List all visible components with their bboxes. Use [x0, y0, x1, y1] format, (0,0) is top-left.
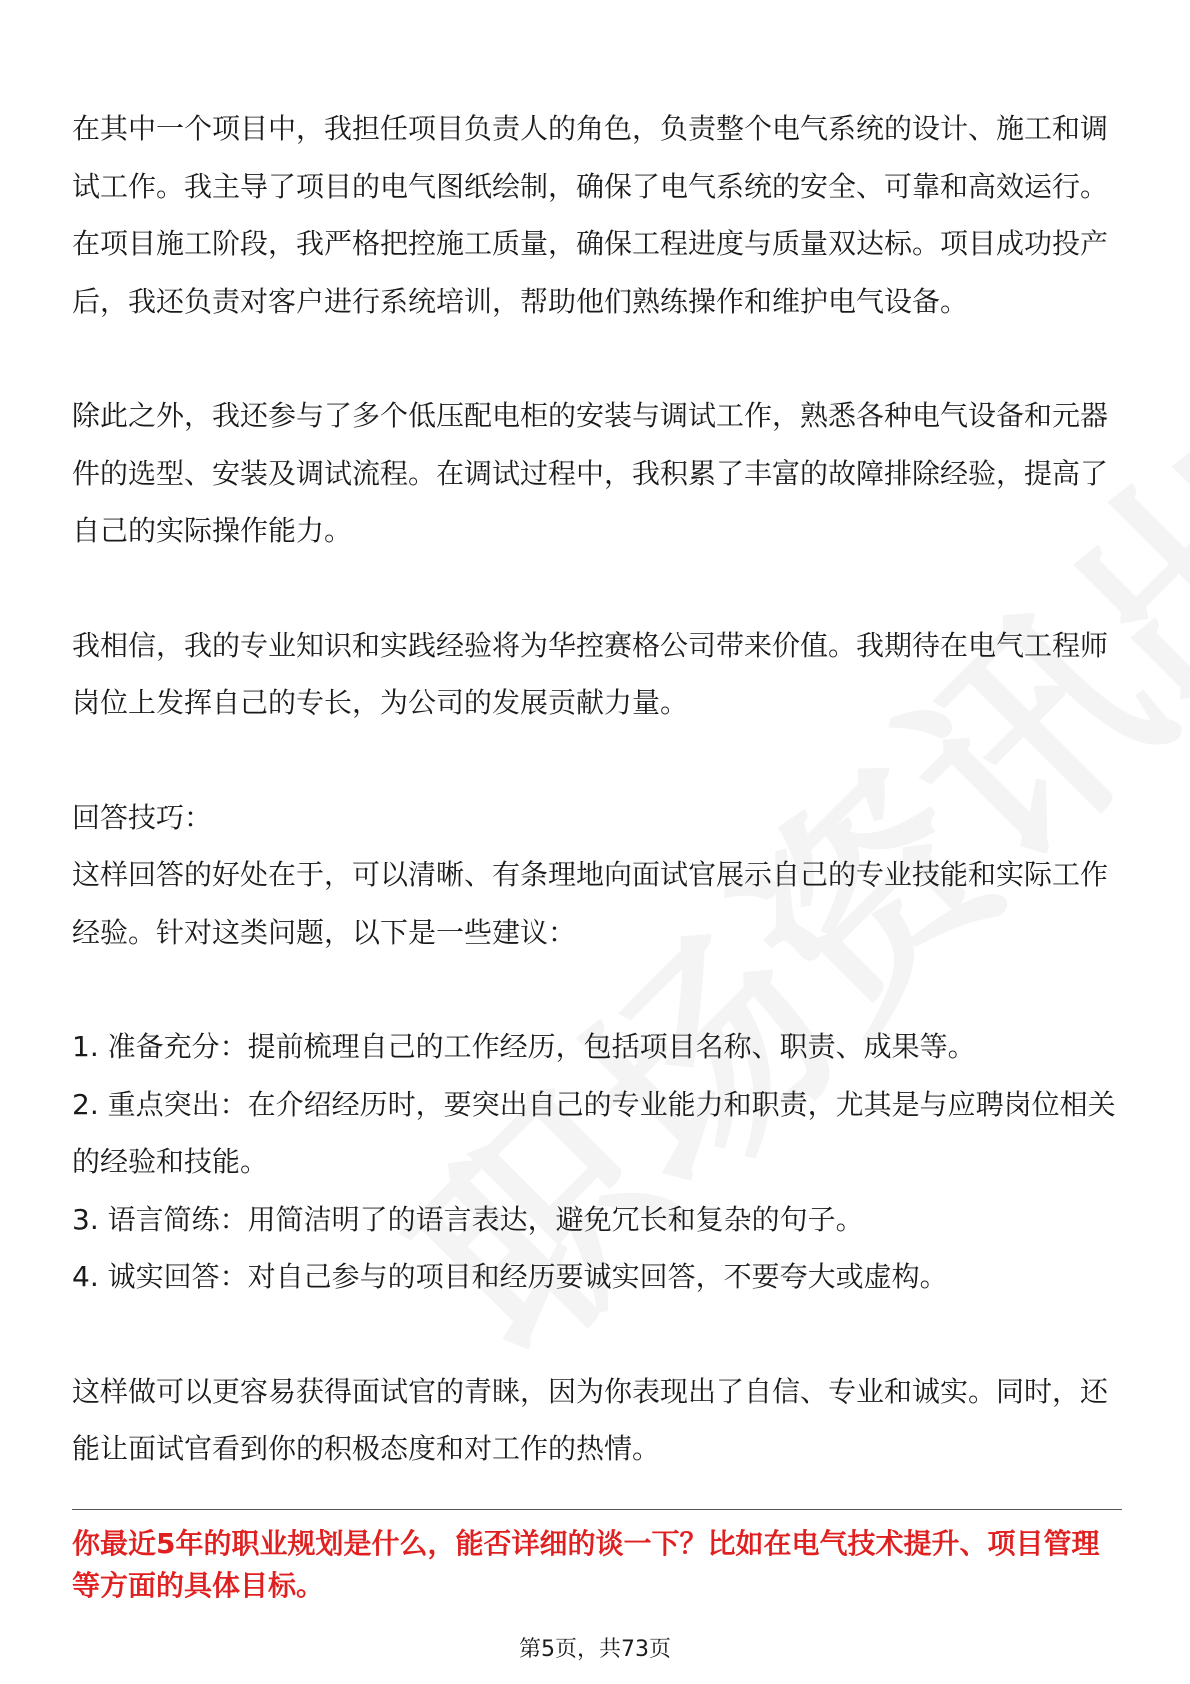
paragraph-value: 我相信，我的专业知识和实践经验将为华控赛格公司带来价值。我期待在电气工程师岗位上发挥自己的专长，为公司的发展贡献力量。 [72, 628, 1109, 719]
page-number: 第5页，共73页 [519, 1637, 671, 1662]
next-question: 你最近5年的职业规划是什么，能否详细的谈一下？比如在电气技术提升、项目管理等方面的具体目标。 [72, 1527, 1100, 1602]
list-item: 3. 语言简练：用简洁明了的语言表达，避免冗长和复杂的句子。 [72, 1202, 864, 1236]
paragraph-closing: 这样做可以更容易获得面试官的青睐，因为你表现出了自信、专业和诚实。同时，还能让面试官看到你的积极态度和对工作的热情。 [72, 1374, 1109, 1465]
tips-intro: 这样回答的好处在于，可以清晰、有条理地向面试官展示自己的专业技能和实际工作经验。针对这类问题，以下是一些建议： [72, 858, 1109, 949]
section-divider [72, 1509, 1122, 1510]
list-item: 1. 准备充分：提前梳理自己的工作经历，包括项目名称、职责、成果等。 [72, 1030, 976, 1063]
tips-list [72, 1018, 1122, 1306]
list-item: 2. 重点突出：在介绍经历时，要突出自己的专业能力和职责，尤其是与应聘岗位相关的经验和技能。 [72, 1087, 1116, 1178]
tips-heading: 回答技巧： [72, 800, 213, 834]
document-body [72, 100, 1122, 1478]
list-item: 4. 诚实回答：对自己参与的项目和经历要诚实回答，不要夸大或虚构。 [72, 1260, 948, 1293]
paragraph-switchgear: 除此之外，我还参与了多个低压配电柜的安装与调试工作，熟悉各种电气设备和元器件的选型、安装及调试流程。在调试过程中，我积累了丰富的故障排除经验，提高了自己的实际操作能力。 [72, 399, 1109, 547]
paragraph-project-lead: 在其中一个项目中，我担任项目负责人的角色，负责整个电气系统的设计、施工和调试工作。我主导了项目的电气图纸绘制，确保了电气系统的安全、可靠和高效运行。在项目施工阶段，我严格把控施工质量，确保工程进度与质量双达标。项目成功投产后，我还负责对客户进行系统培训，帮助他们熟练操作和维护电气设备。 [72, 112, 1109, 318]
